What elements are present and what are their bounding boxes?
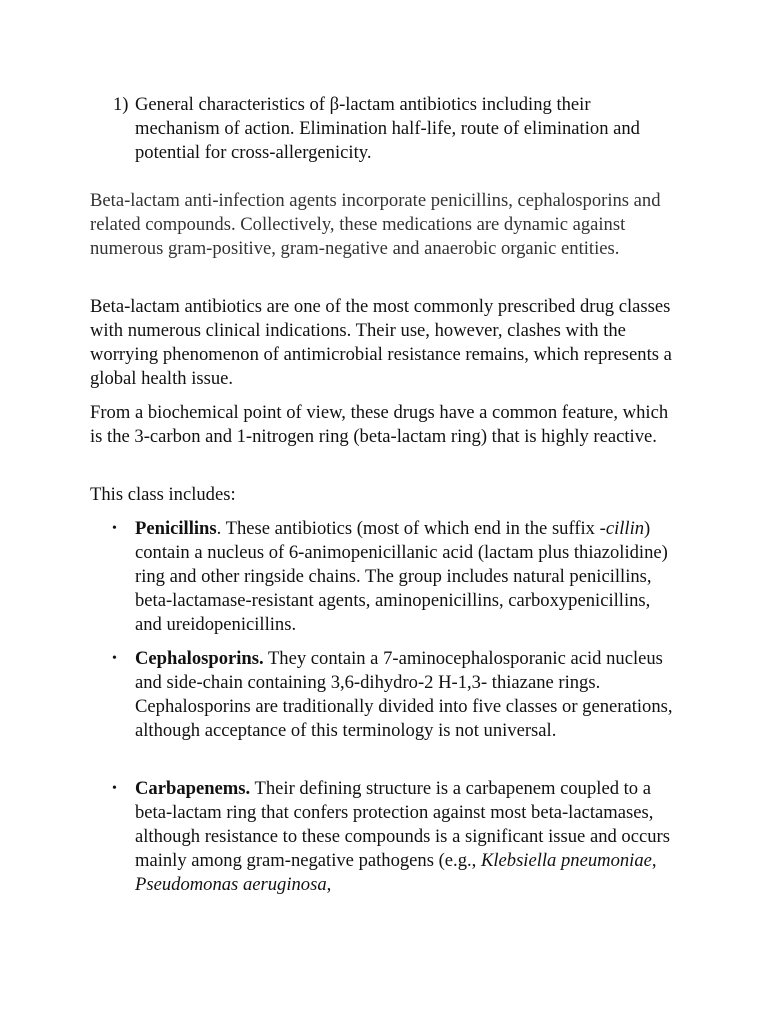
list-item [90,517,690,637]
bullet-description: . These antibiotics (most of which end in the suffix - [216,518,606,539]
heading-text: General characteristics of β-lactam antibiotics including their mechanism of action. Elimination half-life, route of elimination and potential for cross-allergenicity. [135,94,640,163]
list-item [90,647,690,743]
intro-paragraph: Beta-lactam anti-infection agents incorporate penicillins, cephalosporins and related compounds. Collectively, these medications are dynamic against numerous gram-positive, gram-negative and anaerobic organic entities. [90,190,661,259]
bullet-term: Cephalosporins. [135,648,264,669]
bullet-marker: • [112,651,117,666]
bullet-italic: cillin [605,518,645,539]
bullet-description: , [651,850,657,871]
bullet-italic: Klebsiella pneumoniae [480,850,652,871]
bullet-text [135,517,680,637]
paragraph-usage: Beta-lactam antibiotics are one of the most commonly prescribed drug classes with numerous clinical indications. Their use, however, clashes with the worrying phenomenon of antimicrobial resistance remains, which represents a global health issue. [90,296,672,389]
bullet-description: , [326,874,332,895]
bullet-term: Penicillins [135,518,217,539]
paragraph-biochemical: From a biochemical point of view, these drugs have a common feature, which is the 3-carbon and 1-nitrogen ring (beta-lactam ring) that is highly reactive. [90,402,669,447]
paragraph-class-includes: This class includes: [90,484,236,505]
numbered-heading [113,93,673,165]
bullet-description: ) contain a nucleus of 6-animopenicillanic acid (lactam plus thiazolidine) ring and other ringside chains. The group includes natural penicillins, beta-lactamase-resistant agents, aminopenicillins, carboxypenicillins, and ureidopenicillins. [135,518,668,635]
bullet-marker: • [112,521,117,536]
list-number: 1) [113,94,129,115]
bullet-text [135,647,680,743]
bullet-italic: Pseudomonas aeruginosa [135,874,327,895]
bullet-text [135,777,680,897]
bullet-marker: • [112,781,117,796]
bullet-term: Carbapenems. [135,778,251,799]
bullet-description: They contain a 7-aminocephalosporanic acid nucleus and side-chain containing 3,6-dihydro-2 H-1,3- thiazane rings. Cephalosporins are traditionally divided into five classes or generations, although acceptance of this terminology is not universal. [135,648,673,741]
bullet-description: Their defining structure is a carbapenem coupled to a beta-lactam ring that confers protection against most beta-lactamases, although resistance to these compounds is a significant issue and occurs mainly among gram-negative pathogens (e.g., [135,778,670,871]
list-item [90,777,690,897]
